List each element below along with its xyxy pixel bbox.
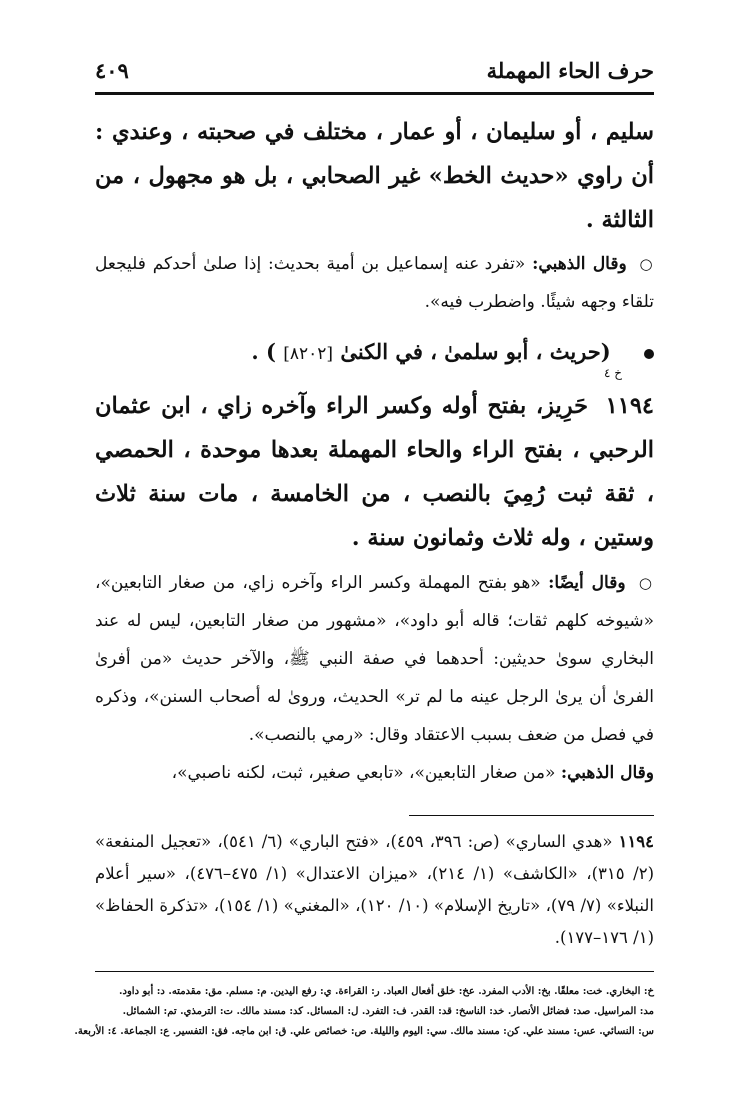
- quote-label: وقال الذهبي:: [532, 254, 627, 274]
- entry-text: حَرِيز، بفتح أوله وكسر الراء وآخره زاي ، ابن عثمان الرحبي ، بفتح الراء والحاء المهملة بعدها موحدة ، الحمصي ، ثقة ثبت رُمِيَ بالنصب ، من الخامسة ، مات سنة ثلاث وستين ، وله ثلاث وثمانون سنة .: [95, 393, 654, 551]
- entry-number: ١١٩٤: [605, 393, 654, 419]
- quote-label: وقال أيضًا:: [548, 573, 626, 593]
- bullet-entry-text: (حريث ، أبو سلمىٰ ، في الكنىٰ: [340, 339, 611, 364]
- entry-continuation: سليم ، أو سليمان ، أو عمار ، مختلف في صحبته ، وعندي : أن راوي «حديث الخط» غير الصحابي ، بل هو مجهول ، من الثالثة .: [95, 119, 654, 233]
- running-header: [95, 52, 654, 88]
- circle-marker-icon: ○: [639, 255, 655, 273]
- circle-marker-icon: ○: [638, 574, 654, 592]
- bullet-entry-ref: [٨٢٠٢]: [283, 344, 334, 364]
- quote-label-dhahabi: وقال الذهبي:: [560, 763, 654, 783]
- entry-1194: [95, 384, 654, 560]
- header-title: حرف الحاء المهملة: [486, 57, 654, 83]
- abbreviations-line: س: النسائي. عس: مسند علي. كن: مسند مالك. سي: اليوم والليلة. ص: خصائص علي. ق: ابن ماجه. فق: التفسير. ع: الجماعة. ٤: الأربعة.: [74, 1026, 654, 1037]
- footnote-rule: [409, 815, 654, 816]
- quote-text-dhahabi: «من صغار التابعين»، «تابعي صغير، ثبت، لكنه ناصبي»،: [171, 763, 556, 783]
- abbreviations-key: [74, 982, 654, 1042]
- header-rule: [95, 92, 654, 95]
- abbreviations-rule: [95, 971, 654, 972]
- quote-text: «هو بفتح المهملة وكسر الراء وآخره زاي، من صغار التابعين»، «شيوخه كلهم ثقات؛ قاله أبو داود»، «مشهور من صغار التابعين، ليس له عند البخاري سوىٰ حديثين: أحدهما في صفة النبي ﷺ، والآخر حديث «من أفرىٰ الفرىٰ أن يرىٰ الرجل عينه ما لم تر» الحديث، وروىٰ له أصحاب السنن»، وذكره في فصل من ضعف بسبب الاعتقاد وقال: «رمي بالنصب».: [95, 573, 654, 745]
- quote-dhahabi: [95, 245, 654, 321]
- bullet-entry-close: ) .: [251, 339, 276, 364]
- footnote: [95, 826, 654, 954]
- bullet-entry: [95, 333, 654, 373]
- entry-siglum: خ ٤: [603, 366, 622, 380]
- abbreviations-line: خ: البخاري. خت: معلقًا. بخ: الأدب المفرد. عخ: خلق أفعال العباد. ر: القراءة. ي: رفع اليدين. م: مسلم. مق: مقدمته. د: أبو داود.: [119, 986, 654, 997]
- abbreviations-line: مد: المراسيل. صد: فضائل الأنصار. خد: الناسخ: قد: القدر. ف: التفرد. ل: المسائل. كد: مسند مالك. ت: الترمذي. تم: الشمائل.: [122, 1006, 654, 1017]
- quote-also: [95, 564, 654, 792]
- footnote-number: ١١٩٤: [618, 832, 654, 851]
- footnote-text: «هدي الساري» (ص: ٣٩٦، ٤٥٩)، «فتح الباري» (٦/ ٥٤١)، «تعجيل المنفعة» (٢/ ٣١٥)، «الكاشف» (١/ ٢١٤)، «ميزان الاعتدال» (١/ ٤٧٥–٤٧٦)، «سير أعلام النبلاء» (٧/ ٧٩)، «تاريخ الإسلام» (١٠/ ١٢٠)، «المغني» (١/ ١٥٤)، «تذكرة الحفاظ» (١/ ١٧٦–١٧٧).: [95, 832, 655, 947]
- page-number: ٤٠٩: [95, 57, 129, 83]
- bullet-icon: [644, 349, 654, 359]
- quote-text: «تفرد عنه إسماعيل بن أمية بحديث: إذا صلىٰ أحدكم فليجعل تلقاء وجهه شيئًا. واضطرب فيه».: [95, 254, 654, 312]
